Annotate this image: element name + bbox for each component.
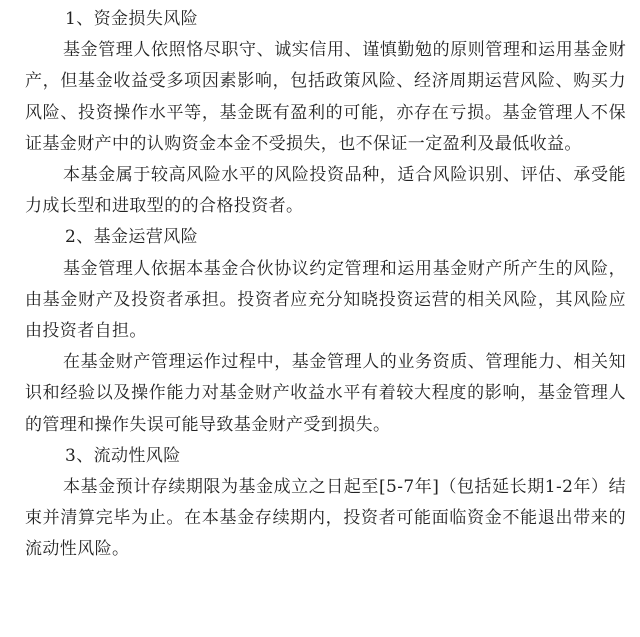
paragraph-liquidity-risk-term: 本基金预计存续期限为基金成立之日起至[5-7年]（包括延长期1-2年）结束并清算完毕为止。在本基金存续期内，投资者可能面临资金不能退出带来的流动性风险。 — [25, 477, 626, 560]
paragraph-capital-loss-principles: 基金管理人依照恪尽职守、诚实信用、谨慎勤勉的原则管理和运用基金财产，但基金收益受多项因素影响，包括政策风险、经济周期运营风险、购买力风险、投资操作水平等，基金既有盈利的可能，亦存在亏损。基金管理人不保证基金财产中的认购资金本金不受损失，也不保证一定盈利及最低收益。 — [25, 40, 626, 154]
section-heading-operation-risk: 2、基金运营风险 — [65, 227, 199, 248]
paragraph-operation-risk-management: 在基金财产管理运作过程中，基金管理人的业务资质、管理能力、相关知识和经验以及操作能力对基金财产收益水平有着较大程度的影响，基金管理人的管理和操作失误可能导致基金财产受到损失。 — [25, 352, 626, 435]
paragraph-operation-risk-bearing: 基金管理人依据本基金合伙协议约定管理和运用基金财产所产生的风险，由基金财产及投资者承担。投资者应充分知晓投资运营的相关风险，其风险应由投资者自担。 — [25, 258, 626, 342]
paragraph-capital-loss-suitability: 本基金属于较高风险水平的风险投资品种，适合风险识别、评估、承受能力成长型和进取型的的合格投资者。 — [25, 165, 626, 217]
section-heading-capital-loss: 1、资金损失风险 — [65, 9, 199, 29]
section-heading-liquidity-risk: 3、流动性风险 — [65, 445, 181, 466]
